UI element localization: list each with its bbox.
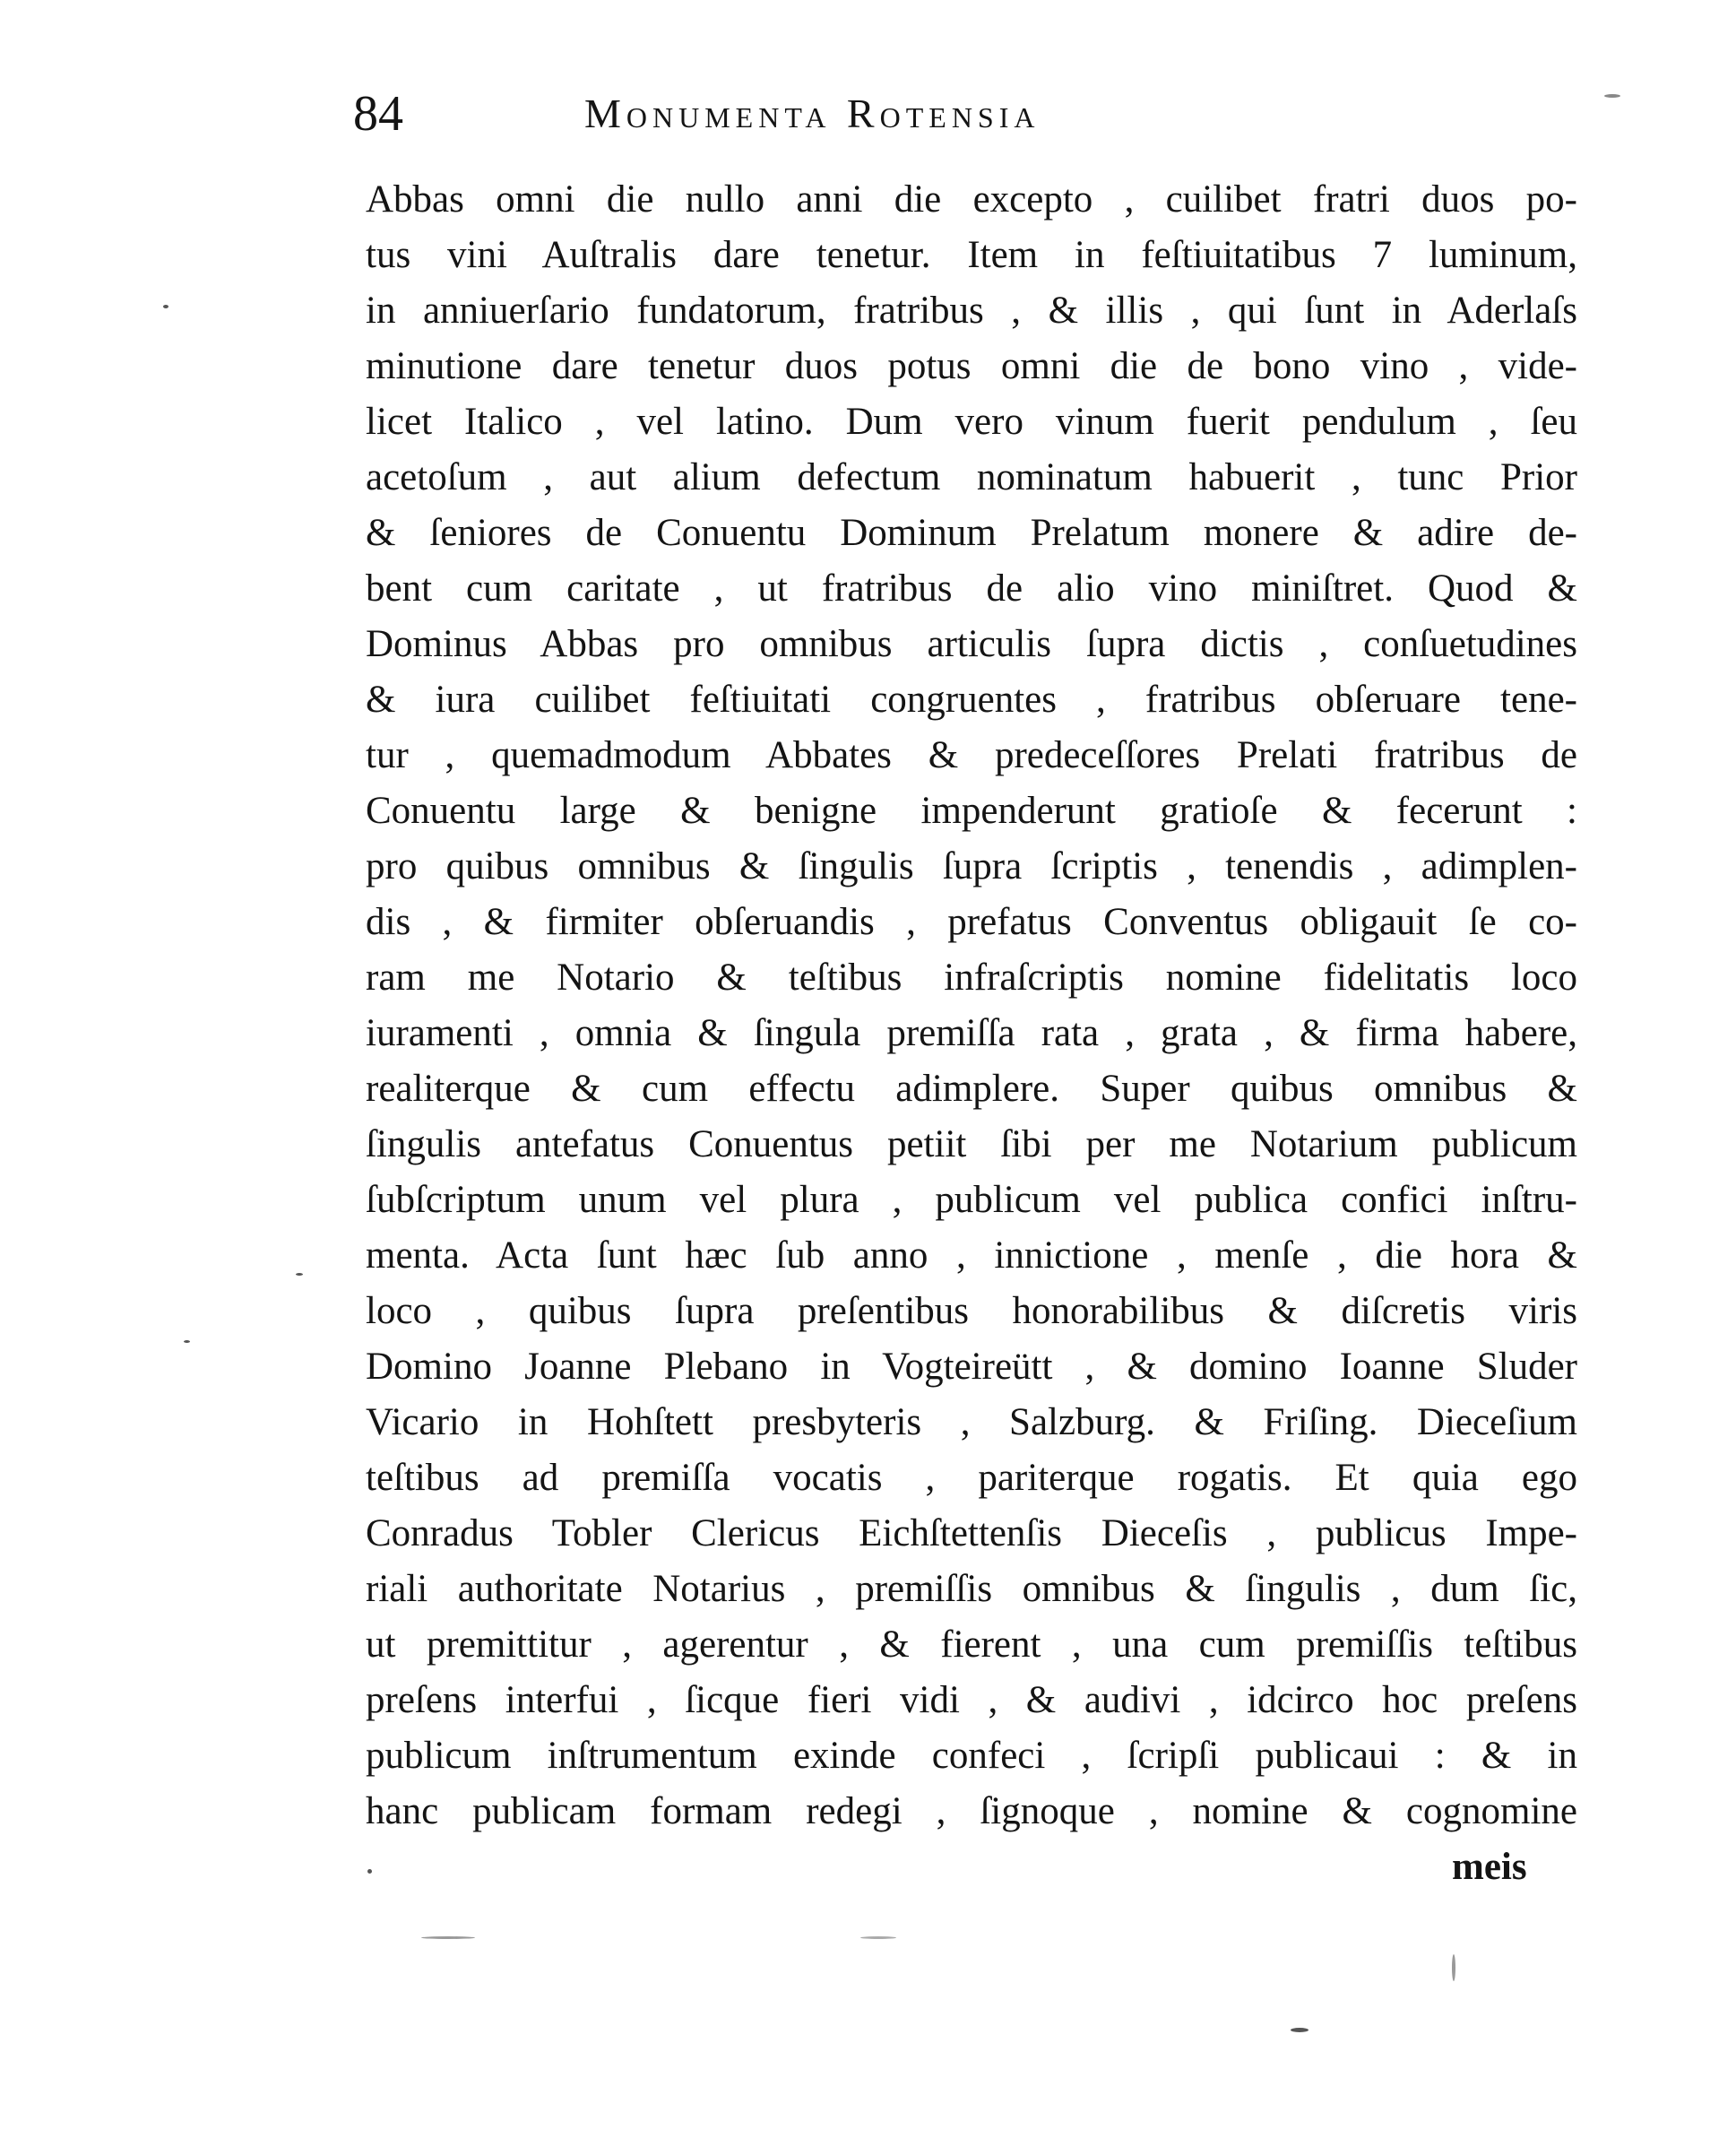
text-line: teſtibus ad premiſſa vocatis , pariterque rogatis. Et quia ego: [366, 1457, 1577, 1499]
text-line: Abbas omni die nullo anni die excepto , cuilibet fratri duos po-: [366, 178, 1577, 221]
scan-speck: [1604, 94, 1620, 98]
text-line: ut premittitur , agerentur , & fierent , una cum premiſſis teſtibus: [366, 1623, 1577, 1666]
text-line: in anniuerſario fundatorum, fratribus , & illis , qui ſunt in Aderlaſs: [366, 290, 1577, 332]
running-title: Monumenta Rotensia: [584, 91, 1041, 136]
text-line: acetoſum , aut alium defectum nominatum habuerit , tunc Prior: [366, 456, 1577, 498]
text-line: bent cum caritate , ut fratribus de alio vino miniſtret. Quod &: [366, 567, 1577, 610]
scan-speck: [421, 1936, 475, 1939]
scan-speck: [163, 305, 168, 308]
scan-speck: [1452, 1954, 1455, 1981]
scan-speck: [860, 1936, 896, 1939]
text-line: iuramenti , omnia & ſingula premiſſa rata , grata , & firma habere,: [366, 1012, 1577, 1054]
text-line: ram me Notario & teſtibus infraſcriptis nomine fidelitatis loco: [366, 957, 1577, 999]
text-line: preſens interfui , ſicque fieri vidi , & audivi , idcirco hoc preſens: [366, 1679, 1577, 1721]
text-line: dis , & firmiter obſeruandis , prefatus Conventus obligauit ſe co-: [366, 901, 1577, 943]
text-line: Dominus Abbas pro omnibus articulis ſupra dictis , conſuetudines: [366, 623, 1577, 665]
text-line: Vicario in Hohſtett presbyteris , Salzburg. & Friſing. Dieceſium: [366, 1401, 1577, 1443]
text-line: hanc publicam formam redegi , ſignoque , nomine & cognomine: [366, 1790, 1577, 1832]
text-line: & iura cuilibet feſtiuitati congruentes , fratribus obſeruare tene-: [366, 679, 1577, 721]
catchword: meis: [1452, 1846, 1527, 1888]
scan-speck: [296, 1273, 303, 1276]
body-text: [366, 172, 1577, 1840]
text-line: pro quibus omnibus & ſingulis ſupra ſcriptis , tenendis , adimplen-: [366, 845, 1577, 887]
text-line: Domino Joanne Plebano in Vogteireütt , & domino Ioanne Sluder: [366, 1346, 1577, 1388]
text-line: menta. Acta ſunt hæc ſub anno , innictione , menſe , die hora &: [366, 1234, 1577, 1277]
text-line: minutione dare tenetur duos potus omni die de bono vino , vide-: [366, 345, 1577, 387]
text-line: Conradus Tobler Clericus Eichſtettenſis Dieceſis , publicus Impe-: [366, 1512, 1577, 1554]
text-line: publicum inſtrumentum exinde confeci , ſcripſi publicaui : & in: [366, 1735, 1577, 1777]
text-line: licet Italico , vel latino. Dum vero vinum fuerit pendulum , ſeu: [366, 401, 1577, 443]
page-number: 84: [353, 86, 403, 142]
text-line: & ſeniores de Conuentu Dominum Prelatum monere & adire de-: [366, 512, 1577, 554]
scan-speck: [1291, 2028, 1308, 2032]
text-line: tus vini Auſtralis dare tenetur. Item in feſtiuitatibus 7 luminum,: [366, 234, 1577, 276]
text-line: tur , quemadmodum Abbates & predeceſſores Prelati fratribus de: [366, 734, 1577, 776]
text-line: realiterque & cum effectu adimplere. Super quibus omnibus &: [366, 1068, 1577, 1110]
scan-speck: [367, 1869, 372, 1874]
text-line: ſubſcriptum unum vel plura , publicum vel publica confici inſtru-: [366, 1179, 1577, 1221]
text-line: ſingulis antefatus Conuentus petiit ſibi per me Notarium publicum: [366, 1123, 1577, 1165]
page-header: [350, 82, 1407, 145]
text-line: loco , quibus ſupra preſentibus honorabilibus & diſcretis viris: [366, 1290, 1577, 1332]
text-line: riali authoritate Notarius , premiſſis omnibus & ſingulis , dum ſic,: [366, 1568, 1577, 1610]
text-line: Conuentu large & benigne impenderunt gratioſe & fecerunt :: [366, 790, 1577, 832]
scan-speck: [184, 1340, 190, 1343]
